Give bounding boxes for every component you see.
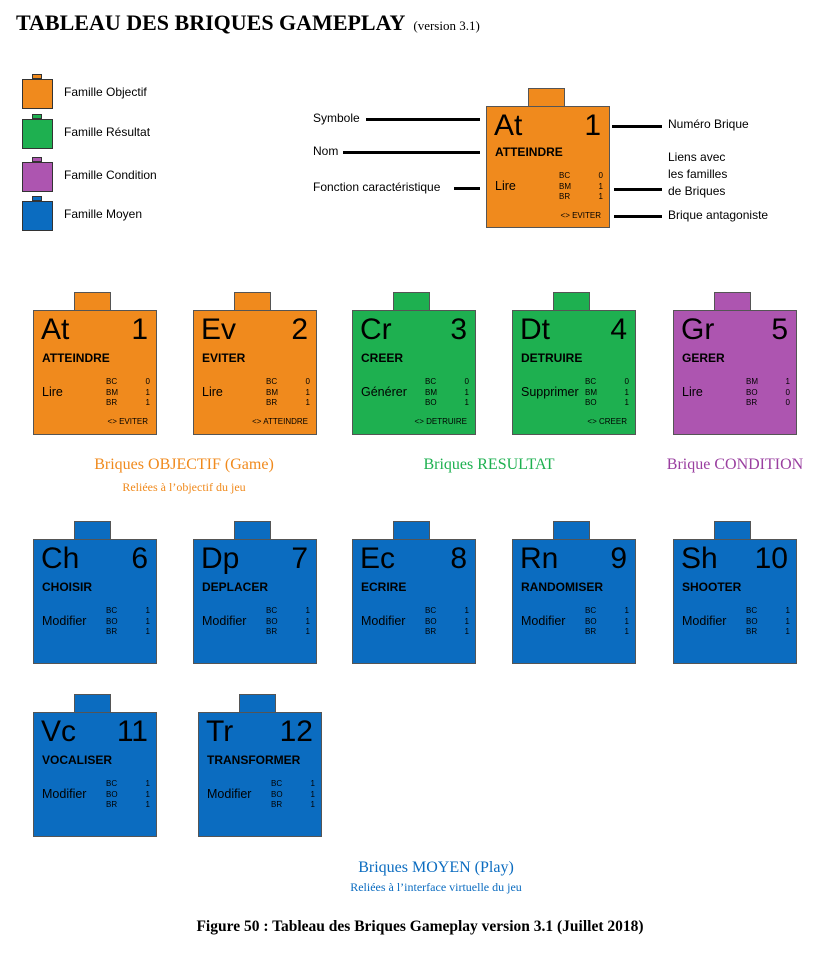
link-value: 1	[305, 606, 310, 615]
link-value: 1	[464, 627, 469, 636]
link-value: 1	[464, 398, 469, 407]
brick-name: DETRUIRE	[521, 351, 583, 365]
brick-function: Lire	[682, 385, 703, 399]
link-row	[559, 192, 603, 203]
link-value: 0	[598, 171, 603, 180]
brick-shooter	[673, 521, 797, 669]
brick-number: 4	[610, 313, 627, 346]
brick-function: Modifier	[42, 787, 87, 801]
link-row	[585, 398, 629, 409]
brick-symbol: Tr	[206, 715, 234, 748]
brick-links	[106, 377, 150, 409]
link-row	[106, 606, 150, 617]
brick-body	[512, 310, 636, 435]
brick-choisir	[33, 521, 157, 669]
link-row	[271, 800, 315, 811]
link-row	[106, 800, 150, 811]
link-value: 1	[624, 398, 629, 407]
link-code: BC	[585, 606, 597, 615]
group-title-moyen: Briques MOYEN (Play)	[358, 859, 514, 876]
link-code: BM	[106, 387, 118, 397]
brick-symbol: Ec	[360, 542, 396, 575]
link-row	[425, 398, 469, 409]
link-code: BC	[425, 377, 437, 386]
brick-links	[585, 377, 629, 409]
link-code: BR	[585, 627, 597, 636]
link-code: BC	[559, 171, 571, 180]
brick-body	[673, 310, 797, 435]
link-value: 1	[310, 800, 315, 809]
brick-symbol: Dt	[520, 313, 550, 346]
brick-symbol: Ch	[41, 542, 80, 575]
brick-antagonist: <> EVITER	[107, 417, 148, 426]
link-row	[425, 388, 469, 399]
brick-number: 7	[291, 542, 308, 575]
callout-fonction: Fonction caractéristique	[313, 180, 441, 194]
link-code: BC	[106, 377, 118, 386]
brick-links	[425, 606, 469, 638]
link-value: 1	[785, 377, 790, 386]
link-code: BR	[746, 627, 758, 636]
brick-number: 11	[116, 715, 148, 748]
brick-body	[193, 539, 317, 664]
brick-body	[486, 106, 610, 228]
callout-line	[343, 151, 480, 154]
link-code: BR	[746, 398, 758, 407]
link-value: 1	[464, 387, 469, 397]
callout-line	[614, 188, 662, 191]
brick-tab	[528, 88, 565, 107]
brick-number: 2	[291, 313, 308, 346]
link-row	[271, 779, 315, 790]
brick-links	[585, 606, 629, 638]
brick-deplacer	[193, 521, 317, 669]
brick-number: 3	[450, 313, 467, 346]
link-value: 1	[145, 606, 150, 615]
brick-name: CREER	[361, 351, 404, 365]
brick-tab	[553, 521, 590, 540]
link-value: 1	[145, 398, 150, 407]
link-row	[425, 377, 469, 388]
brick-function: Supprimer	[521, 385, 579, 399]
brick-function: Modifier	[521, 614, 566, 628]
brick-links	[266, 606, 310, 638]
link-value: 1	[145, 387, 150, 397]
brick-function: Lire	[202, 385, 223, 399]
brick-gerer	[673, 292, 797, 440]
link-row	[746, 388, 790, 399]
brick-body	[352, 539, 476, 664]
link-code: BC	[425, 606, 437, 615]
brick-name: RANDOMISER	[521, 580, 604, 594]
link-code: BR	[271, 800, 283, 809]
link-code: BO	[746, 616, 758, 626]
brick-links	[266, 377, 310, 409]
brick-body	[673, 539, 797, 664]
link-row	[106, 388, 150, 399]
group-subtitle-objectif: Reliées à l’objectif du jeu	[122, 480, 246, 494]
link-code: BM	[425, 387, 437, 397]
link-row	[746, 627, 790, 638]
link-row	[271, 790, 315, 801]
link-value: 1	[624, 387, 629, 397]
callout-line	[366, 118, 480, 121]
link-code: BO	[585, 616, 597, 626]
link-code: BR	[106, 398, 118, 407]
link-row	[425, 606, 469, 617]
brick-antagonist: <> ATTEINDRE	[252, 417, 308, 426]
callout-nom: Nom	[313, 144, 339, 158]
link-code: BR	[106, 800, 118, 809]
brick-symbol: Cr	[360, 313, 392, 346]
link-value: 1	[145, 779, 150, 788]
brick-symbol: Dp	[201, 542, 240, 575]
brick-ecrire	[352, 521, 476, 669]
legend-swatch	[22, 162, 53, 192]
link-value: 0	[785, 398, 790, 407]
brick-links	[425, 377, 469, 409]
brick-number: 1	[584, 109, 601, 142]
brick-tab	[74, 521, 111, 540]
link-row	[585, 606, 629, 617]
group-title-condition: Brique CONDITION	[666, 456, 804, 473]
title-version: (version 3.1)	[413, 18, 480, 33]
brick-body	[33, 539, 157, 664]
brick-function: Lire	[495, 179, 516, 193]
brick-links	[106, 606, 150, 638]
callout-antagoniste: Brique antagoniste	[668, 208, 769, 222]
link-row	[559, 171, 603, 182]
link-code: BR	[266, 627, 278, 636]
link-value: 1	[785, 616, 790, 626]
brick-name: ATTEINDRE	[42, 351, 110, 365]
link-value: 0	[305, 377, 310, 386]
legend-moyen	[22, 196, 222, 236]
legend-resultat	[22, 114, 222, 154]
link-code: BO	[425, 616, 437, 626]
legend-swatch	[22, 79, 53, 109]
link-row	[266, 606, 310, 617]
brick-links	[746, 606, 790, 638]
brick-symbol: At	[494, 109, 523, 142]
legend-objectif	[22, 74, 222, 114]
brick-symbol: Gr	[681, 313, 715, 346]
link-code: BM	[559, 181, 571, 191]
brick-links	[106, 779, 150, 811]
brick-number: 1	[131, 313, 148, 346]
link-value: 0	[624, 377, 629, 386]
brick-symbol: Vc	[41, 715, 77, 748]
callout-liens: Liens avec les familles de Briques	[668, 150, 728, 198]
legend-label: Famille Condition	[64, 168, 157, 182]
page-title	[16, 10, 480, 36]
link-code: BC	[106, 606, 118, 615]
link-value: 0	[145, 377, 150, 386]
brick-tab	[234, 292, 271, 311]
link-value: 1	[598, 181, 603, 191]
brick-tab	[714, 521, 751, 540]
link-value: 1	[310, 789, 315, 799]
callout-symbole: Symbole	[313, 111, 360, 125]
link-value: 1	[305, 627, 310, 636]
brick-tab	[239, 694, 276, 713]
brick-body	[352, 310, 476, 435]
link-row	[585, 627, 629, 638]
link-value: 1	[624, 627, 629, 636]
link-value: 1	[464, 606, 469, 615]
brick-links	[746, 377, 790, 409]
callout-line	[612, 125, 662, 128]
brick-body	[33, 310, 157, 435]
link-value: 1	[624, 616, 629, 626]
brick-symbol: At	[41, 313, 70, 346]
link-code: BC	[585, 377, 597, 386]
brick-name: ECRIRE	[361, 580, 407, 594]
brick-function: Modifier	[682, 614, 727, 628]
brick-antagonist: <> DETRUIRE	[414, 417, 467, 426]
brick-detruire	[512, 292, 636, 440]
brick-name: SHOOTER	[682, 580, 742, 594]
brick-body	[512, 539, 636, 664]
brick-atteindre	[33, 292, 157, 440]
link-row	[106, 779, 150, 790]
brick-symbol: Sh	[681, 542, 718, 575]
group-subtitle-moyen: Reliées à l’interface virtuelle du jeu	[350, 880, 522, 894]
link-row	[746, 398, 790, 409]
link-row	[425, 617, 469, 628]
brick-name: ATTEINDRE	[495, 145, 563, 159]
link-value: 1	[145, 789, 150, 799]
link-value: 1	[310, 779, 315, 788]
link-code: BC	[746, 606, 758, 615]
link-value: 1	[305, 398, 310, 407]
link-row	[746, 606, 790, 617]
brick-number: 12	[279, 715, 313, 748]
link-code: BM	[266, 387, 278, 397]
legend-swatch	[22, 201, 53, 231]
group-title-resultat: Briques RESULTAT	[423, 456, 555, 473]
brick-number: 6	[131, 542, 148, 575]
brick-randomiser	[512, 521, 636, 669]
link-row	[746, 617, 790, 628]
link-row	[106, 398, 150, 409]
brick-tab	[393, 521, 430, 540]
link-value: 0	[785, 387, 790, 397]
brick-function: Générer	[361, 385, 407, 399]
link-row	[746, 377, 790, 388]
link-code: BR	[559, 192, 571, 201]
link-row	[106, 627, 150, 638]
link-code: BO	[106, 616, 118, 626]
brick-body	[198, 712, 322, 837]
brick-body	[193, 310, 317, 435]
brick-antagonist: <> EVITER	[560, 211, 601, 220]
link-row	[106, 790, 150, 801]
link-code: BR	[425, 627, 437, 636]
brick-tab	[74, 694, 111, 713]
link-value: 1	[145, 627, 150, 636]
link-value: 1	[598, 192, 603, 201]
callout-numero: Numéro Brique	[668, 117, 749, 131]
legend-swatch	[22, 119, 53, 149]
brick-symbol: Rn	[520, 542, 559, 575]
callout-line	[454, 187, 480, 190]
brick-links	[559, 171, 603, 203]
link-row	[266, 388, 310, 399]
brick-number: 9	[610, 542, 627, 575]
link-value: 0	[464, 377, 469, 386]
legend-condition	[22, 157, 222, 197]
brick-tab	[553, 292, 590, 311]
brick-tab	[74, 292, 111, 311]
link-row	[266, 617, 310, 628]
link-code: BC	[271, 779, 283, 788]
link-code: BO	[746, 387, 758, 397]
callout-line	[614, 215, 662, 218]
link-row	[266, 377, 310, 388]
link-code: BO	[585, 398, 597, 407]
brick-name: DEPLACER	[202, 580, 269, 594]
brick-transformer	[198, 694, 322, 842]
link-row	[559, 182, 603, 193]
brick-symbol: Ev	[201, 313, 237, 346]
link-value: 1	[145, 800, 150, 809]
brick-function: Lire	[42, 385, 63, 399]
brick-number: 5	[771, 313, 788, 346]
brick-function: Modifier	[361, 614, 406, 628]
link-row	[266, 627, 310, 638]
legend-label: Famille Moyen	[64, 207, 143, 221]
link-code: BO	[425, 398, 437, 407]
link-row	[585, 388, 629, 399]
link-value: 1	[464, 616, 469, 626]
brick-body	[33, 712, 157, 837]
link-value: 1	[145, 616, 150, 626]
link-row	[106, 377, 150, 388]
legend-label: Famille Objectif	[64, 85, 147, 99]
brick-function: Modifier	[42, 614, 87, 628]
link-row	[266, 398, 310, 409]
link-row	[585, 377, 629, 388]
brick-antagonist: <> CREER	[587, 417, 627, 426]
title-main: TABLEAU DES BRIQUES GAMEPLAY	[16, 10, 406, 35]
brick-links	[271, 779, 315, 811]
brick-name: TRANSFORMER	[207, 753, 301, 767]
brick-number: 10	[754, 542, 788, 575]
brick-number: 8	[450, 542, 467, 575]
sample-brick	[486, 88, 610, 236]
link-code: BM	[746, 377, 758, 386]
link-value: 1	[785, 627, 790, 636]
brick-name: VOCALISER	[42, 753, 113, 767]
legend-label: Famille Résultat	[64, 125, 151, 139]
link-code: BO	[106, 789, 118, 799]
brick-name: CHOISIR	[42, 580, 93, 594]
link-value: 1	[305, 616, 310, 626]
group-title-objectif: Briques OBJECTIF (Game)	[94, 456, 274, 473]
brick-function: Modifier	[202, 614, 247, 628]
brick-name: EVITER	[202, 351, 246, 365]
link-row	[585, 617, 629, 628]
brick-name: GERER	[682, 351, 725, 365]
link-code: BO	[266, 616, 278, 626]
figure-caption: Figure 50 : Tableau des Briques Gameplay version 3.1 (Juillet 2018)	[196, 918, 644, 935]
link-code: BM	[585, 387, 597, 397]
brick-vocaliser	[33, 694, 157, 842]
link-code: BR	[266, 398, 278, 407]
link-code: BR	[106, 627, 118, 636]
link-value: 1	[305, 387, 310, 397]
brick-creer	[352, 292, 476, 440]
link-row	[425, 627, 469, 638]
brick-tab	[234, 521, 271, 540]
brick-tab	[714, 292, 751, 311]
brick-eviter	[193, 292, 317, 440]
link-code: BC	[266, 606, 278, 615]
link-value: 1	[785, 606, 790, 615]
link-code: BC	[106, 779, 118, 788]
link-value: 1	[624, 606, 629, 615]
brick-tab	[393, 292, 430, 311]
link-row	[106, 617, 150, 628]
link-code: BO	[271, 789, 283, 799]
brick-function: Modifier	[207, 787, 252, 801]
link-code: BC	[266, 377, 278, 386]
